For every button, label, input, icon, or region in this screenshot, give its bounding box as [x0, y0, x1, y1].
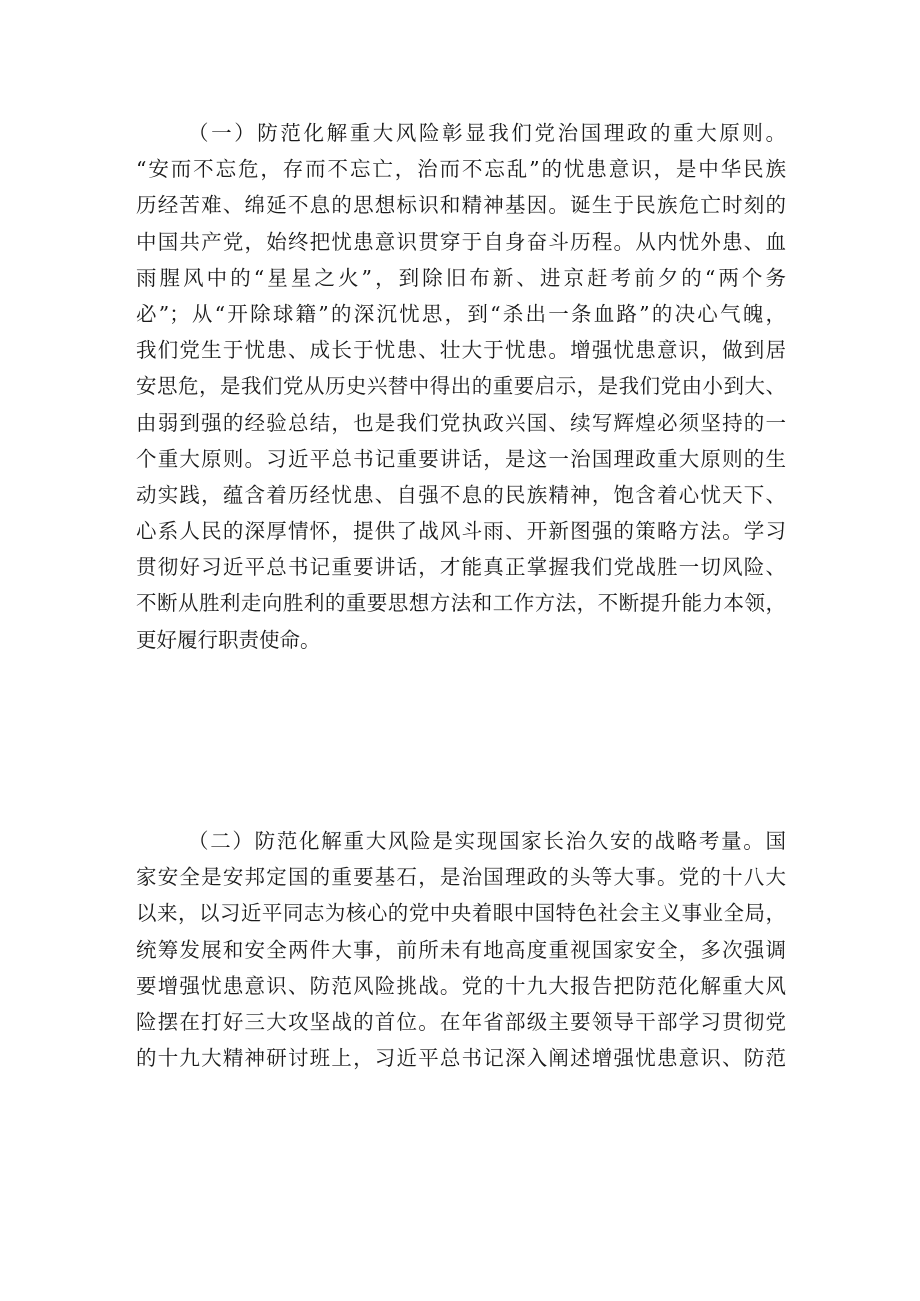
paragraph-line: 我们党生于忧患、成长于忧患、壮大于忧患。增强忧患意识，做到居: [136, 338, 786, 363]
paragraph-2: [136, 823, 786, 1076]
paragraph-line: 要增强忧患意识、防范风险挑战。党的十九大报告把防范化解重大风: [136, 973, 786, 998]
paragraph-line: 动实践，蕴含着历经忧患、自强不息的民族精神，饱含着心忧天下、: [136, 482, 786, 507]
paragraph-line: （二）防范化解重大风险是实现国家长治久安的战略考量。国: [188, 829, 786, 853]
paragraph-line: 贯彻好习近平总书记重要讲话，才能真正掌握我们党战胜一切风险、: [136, 555, 786, 580]
paragraph-line: 家安全是安邦定国的重要基石，是治国理政的头等大事。党的十八大: [136, 865, 786, 890]
paragraph-line: 历经苦难、绵延不息的思想标识和精神基因。诞生于民族危亡时刻的: [136, 193, 786, 218]
paragraph-line: 的十九大精神研讨班上，习近平总书记深入阐述增强忧患意识、防范: [136, 1046, 786, 1071]
paragraph-line: 雨腥风中的“星星之火”，到除旧布新、进京赶考前夕的“两个务: [136, 265, 786, 290]
paragraph-line: 心系人民的深厚情怀，提供了战风斗雨、开新图强的策略方法。学习: [136, 519, 786, 544]
paragraph-line: 中国共产党，始终把忧患意识贯穿于自身奋斗历程。从内忧外患、血: [136, 229, 786, 254]
paragraph-line: 统筹发展和安全两件大事，前所未有地高度重视国家安全，多次强调: [136, 937, 786, 962]
paragraph-line: 不断从胜利走向胜利的重要思想方法和工作方法，不断提升能力本领，: [136, 591, 786, 616]
paragraph-line: 安思危，是我们党从历史兴替中得出的重要启示，是我们党由小到大、: [136, 374, 786, 399]
paragraph-line: 必”；从“开除球籍”的深沉忧思，到“杀出一条血路”的决心气魄，: [136, 301, 786, 326]
paragraph-line: “安而不忘危，存而不忘亡，治而不忘乱”的忧患意识，是中华民族: [136, 157, 786, 182]
paragraph-line: （一）防范化解重大风险彰显我们党治国理政的重大原则。: [188, 121, 786, 145]
paragraph-line: 以来，以习近平同志为核心的党中央着眼中国特色社会主义事业全局，: [136, 901, 786, 926]
paragraph-line: 由弱到强的经验总结，也是我们党执政兴国、续写辉煌必须坚持的一: [136, 410, 786, 435]
paragraph-line: 险摆在打好三大攻坚战的首位。在年省部级主要领导干部学习贯彻党: [136, 1009, 786, 1034]
paragraph-line: 个重大原则。习近平总书记重要讲话，是这一治国理政重大原则的生: [136, 446, 786, 471]
paragraph-line: 更好履行职责使命。: [136, 627, 321, 652]
paragraph-1: [136, 115, 786, 658]
